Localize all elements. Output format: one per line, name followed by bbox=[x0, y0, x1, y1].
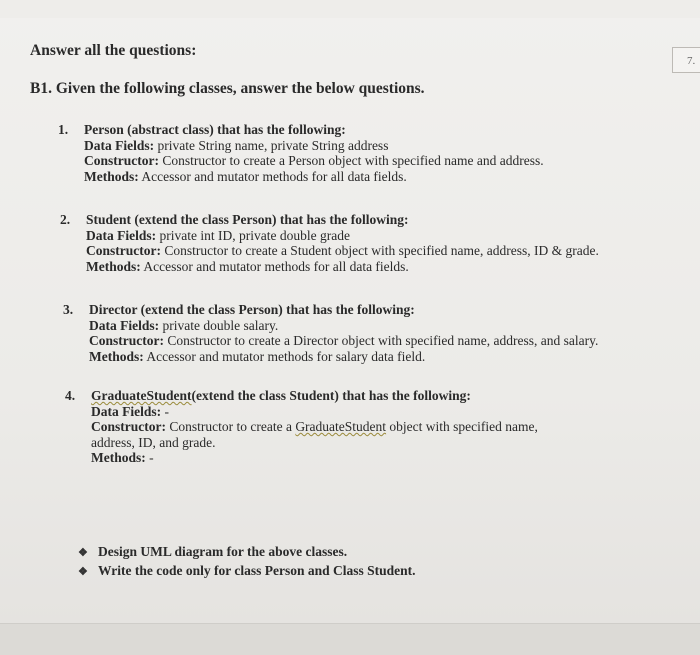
diamond-bullet-icon: ❖ bbox=[78, 547, 88, 559]
diamond-bullet-icon: ❖ bbox=[78, 566, 88, 578]
instructions-heading: Answer all the questions: bbox=[30, 42, 197, 59]
methods-text: Accessor and mutator methods for all data fields. bbox=[138, 168, 407, 184]
question-item-3 bbox=[63, 302, 598, 364]
question-item-4 bbox=[65, 388, 538, 466]
item-number: 3. bbox=[63, 302, 74, 317]
constructor-text-b: object with specified name, bbox=[386, 419, 538, 434]
methods-label: Methods: bbox=[86, 258, 141, 274]
item-title bbox=[91, 388, 538, 404]
constructor-text: Constructor to create a Student object with specified name, address, ID & grade. bbox=[160, 243, 599, 258]
constructor-label: Constructor: bbox=[84, 153, 159, 168]
top-margin bbox=[0, 0, 700, 18]
methods-label: Methods: bbox=[91, 450, 146, 465]
data-fields-text: private int ID, private double grade bbox=[156, 227, 350, 243]
constructor-text: Constructor to create a Director object with specified name, address, and salary. bbox=[163, 333, 599, 348]
data-fields-label: Data Fields: bbox=[86, 227, 157, 243]
methods-text: Accessor and mutator methods for all data fields. bbox=[140, 258, 409, 274]
constructor-label: Constructor: bbox=[86, 243, 161, 258]
item-title-rest: (extend the class Student) that has the following: bbox=[191, 388, 471, 403]
constructor-text: Constructor to create a Person object with specified name and address. bbox=[158, 153, 544, 168]
item-title: Director (extend the class Person) that has the following: bbox=[89, 302, 415, 317]
task-bullet-1 bbox=[78, 543, 416, 562]
item-number: 4. bbox=[65, 388, 76, 403]
methods-label: Methods: bbox=[89, 348, 144, 364]
page-bottom-edge bbox=[0, 623, 700, 655]
task-bullet-2 bbox=[78, 562, 416, 581]
data-fields-text: private double salary. bbox=[159, 317, 279, 333]
task-bullet-text: Design UML diagram for the above classes. bbox=[98, 544, 348, 559]
question-item-2 bbox=[60, 212, 599, 274]
data-fields-text: - bbox=[161, 403, 169, 419]
task-bullet-text: Write the code only for class Person and Class Student. bbox=[98, 563, 416, 578]
methods-text: - bbox=[145, 450, 154, 465]
constructor-class-name: GraduateStudent bbox=[295, 419, 387, 434]
constructor-label: Constructor: bbox=[91, 419, 166, 434]
question-item-1 bbox=[58, 122, 544, 184]
item-number: 1. bbox=[58, 122, 69, 137]
data-fields-label: Data Fields: bbox=[84, 137, 155, 153]
constructor-label: Constructor: bbox=[89, 333, 164, 348]
data-fields-label: Data Fields: bbox=[91, 403, 162, 419]
section-b1-heading: B1. Given the following classes, answer the below questions. bbox=[30, 80, 425, 97]
methods-text: Accessor and mutator methods for salary data field. bbox=[143, 348, 426, 364]
methods-label: Methods: bbox=[84, 168, 139, 184]
item-title: Student (extend the class Person) that has the following: bbox=[86, 212, 409, 227]
task-bullet-list bbox=[78, 543, 416, 581]
graduatestudent-class-name: GraduateStudent bbox=[91, 388, 192, 403]
item-number: 2. bbox=[60, 212, 71, 227]
constructor-text-line2: address, ID, and grade. bbox=[91, 434, 216, 450]
data-fields-text: private String name, private String address bbox=[154, 137, 389, 153]
constructor-text-a: Constructor to create a bbox=[165, 419, 296, 434]
page-number-box: 7. bbox=[672, 47, 700, 73]
data-fields-label: Data Fields: bbox=[89, 317, 160, 333]
item-title: Person (abstract class) that has the following: bbox=[84, 122, 346, 137]
